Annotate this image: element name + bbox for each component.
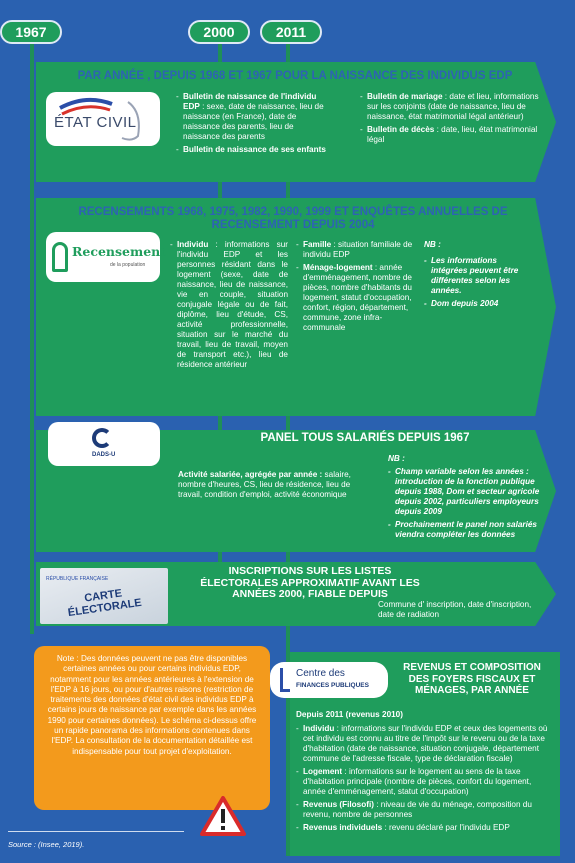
etat-civil-right-item: - Bulletin de décès : date, lieu, état matrimonial légal [360,125,540,145]
recensement-nb [424,240,534,312]
source-text: Source : (Insee, 2019). [8,840,85,849]
recensement-col2 [296,240,416,336]
panel-title: PANEL TOUS SALARIÉS DEPUIS 1967 [260,432,470,444]
fiscal-since: Depuis 2011 (revenus 2010) [296,710,403,719]
fiscal-logo-icon [280,668,290,692]
warning-icon [200,796,246,836]
panel-nb-label: NB : [388,454,405,463]
fiscal-title: REVENUS ET COMPOSITION DES FOYERS FISCAUX ET MÉNAGES, PAR ANNÉE [403,662,541,696]
panel-nb-item: - Prochainement le panel non salariés viendra compléter les données [388,520,546,540]
recensement-nb-item: - Dom depuis 2004 [424,299,534,309]
electorale-image [40,568,168,624]
panel-text-bold: Activité salariée, agrégée par année : [178,470,323,479]
fiscal-item: - Revenus (Filosofi) : niveau de vie du ménage, composition du revenu, nombre de personnes [296,800,554,820]
timeline-1967 [30,44,34,634]
fiscal-item: - Revenus individuels : revenu déclaré par l'individu EDP [296,823,554,833]
year-2011: 2011 [260,20,322,44]
recensement-title: RECENSEMENTS 1968, 1975, 1982, 1990, 1999 ET ENQUÊTES ANNUELLES DE RECENSEMENT DEPUIS 2004 [78,206,508,231]
note-text: Note : Des données peuvent ne pas être disponibles certaines années ou pour certains individus EDP, notamment pour les années antérieures à l'extension de l'EDP à 16 jours, ou pour d'autres raisons (restriction de traitements des données d'état civil des individus EDP à certains jours de naissance par exemple dans les années 1990 pour certaines données). Le schéma ci-dessus offre un rapide panorama des informations contenues dans l'EDP. La consultation de la documentation détaillée est indispensable pour tout projet d'exploitation. [47,654,257,756]
recensement-individu: - Individu : informations sur l'individu EDP et les personnes résidant dans le logement (sexe, date de naissance, lieu de naissance, vie en couple, situation conjugale légale ou de fait, diplôme, lieu d'étude, CS, activité professionnelle, situation sur le marché du travail, lieu de travail, moyen de transport etc.), lieu de résidence antérieur [170,240,288,370]
etat-civil-logo-text: ÉTAT CIVIL [54,114,137,131]
fiscal-logo [270,662,388,698]
etat-civil-left-item: - Bulletin de naissance de l'individu EDP : sexe, date de naissance, lieu de naissance (en France), date de naissance des parents, lieu de naissance des parents [176,92,331,142]
etat-civil-title: PAR ANNÉE , DEPUIS 1968 ET 1967 POUR LA NAISSANCE DES INDIVIDUS EDP [77,70,513,82]
dads-logo-icon [92,428,112,448]
source-divider [8,831,184,832]
etat-civil-right [360,92,540,148]
recensement-logo-sub: de la population [110,262,146,268]
recensement-nb-item: - Les informations intégrées peuvent être différentes selon les années. [424,256,534,296]
electorale-desc: Commune d' inscription, date d'inscription, date de radiation [378,600,532,619]
panel-logo-text: DADS-U [92,452,116,458]
panel-nb-item: - Champ variable selon les années : introduction de la fonction publique depuis 1988, Dom et secteur agricole depuis 2002, particuliers employeurs depuis 2009 [388,467,546,517]
recensement-logo [46,232,167,282]
year-1967: 1967 [0,20,62,44]
fiscal-item: - Logement : informations sur le logement au sens de la taxe d'habitation principale (nombre de pièces, confort du logement, année d'emménagement, statut d'occupation) [296,767,554,797]
panel-logo [48,422,160,466]
panel-nb [388,454,546,543]
recensement-logo-text: Recensement [72,244,167,259]
etat-civil-left [176,92,331,158]
fiscal-logo-line2: FINANCES PUBLIQUES [296,682,369,689]
recensement-col2-item: - Ménage-logement : année d'emménagement, nombre de pièces, nombre d'habitants du logement, statut d'occupation, confort, région, département, commune, zone infra-communale [296,263,416,333]
etat-civil-right-item: - Bulletin de mariage : date et lieu, informations sur les conjoints (date de naissance, lieu de naissance, état matrimonial légal antérieur) [360,92,540,122]
fiscal-list [296,724,554,836]
fiscal-logo-line1: Centre des [296,668,345,679]
panel-text [178,470,358,500]
panel-text-body: salaire, nombre d'heures, CS, lieu de résidence, lieu de travail, condition d'emploi, activité économique [178,470,351,499]
recensement-logo-icon [52,242,68,272]
electorale-image-top: RÉPUBLIQUE FRANÇAISE [46,576,109,582]
fiscal-item: - Individu : informations sur l'individu EDP et ceux des logements où cet individu est connu au titre de l'impôt sur le revenu ou de la taxe d'habitation (date de naissance, situation conjugale, département commune de l'adresse fiscale, type de déclaration fiscale) [296,724,554,764]
electorale-title: INSCRIPTIONS SUR LES LISTES ÉLECTORALES APPROXIMATIF AVANT LES ANNÉES 2000, FIABLE DEPUIS [200,565,420,600]
recensement-col1 [170,240,288,373]
electorale-image-text: CARTE ÉLECTORALE [67,587,143,620]
note-box [34,646,270,810]
recensement-nb-label: NB : [424,240,441,249]
year-2000: 2000 [188,20,250,44]
etat-civil-left-item: - Bulletin de naissance de ses enfants [176,145,331,155]
etat-civil-logo [46,92,160,146]
recensement-col2-item: - Famille : situation familiale de individu EDP [296,240,416,260]
